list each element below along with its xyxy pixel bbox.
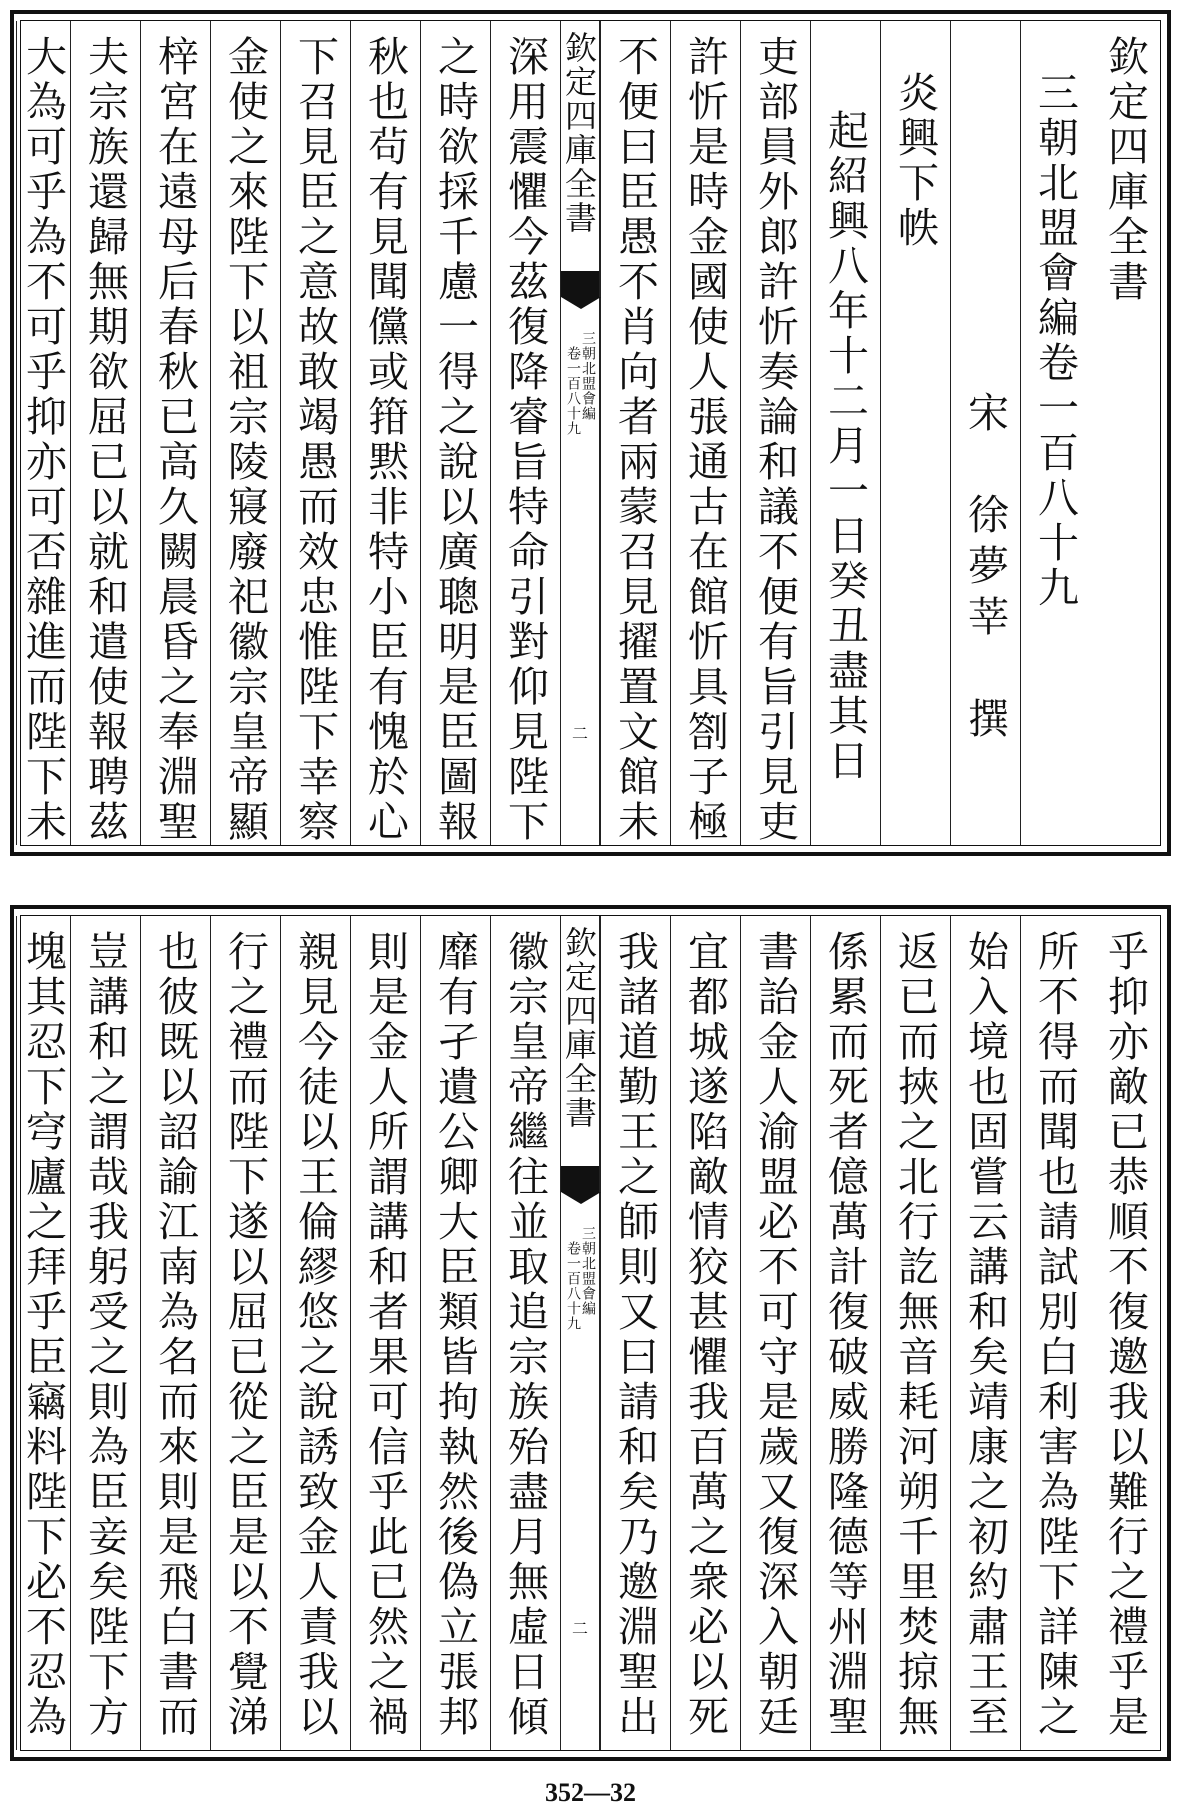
text-column: 深用震懼今茲復降睿旨特命引對仰見陛下	[501, 35, 549, 845]
top-book-title-column	[1020, 21, 1090, 845]
gutter-library-title: 欽定四庫全書	[560, 926, 598, 1130]
text-column: 宜都城遂陷敵情狡甚懼我百萬之衆必以死	[681, 930, 729, 1740]
gutter-book-title: 三朝北盟會編	[580, 331, 596, 421]
bottom-text-column	[70, 916, 140, 1750]
bottom-page-panel	[10, 905, 1171, 1761]
top-text-column	[490, 21, 560, 845]
gutter-page-number: 二	[571, 724, 588, 743]
top-text-column	[16, 21, 70, 845]
top-author-column	[950, 21, 1020, 845]
top-text-column	[420, 21, 490, 845]
text-column: 夫宗族還歸無期欲屈已以就和遣使報聘茲	[81, 35, 129, 845]
gutter-volume: 卷一百八十九	[565, 1241, 581, 1331]
top-text-column	[140, 21, 210, 845]
text-column: 之時欲採千慮一得之說以廣聰明是臣圖報	[431, 35, 479, 845]
top-header-column	[1090, 21, 1160, 845]
bottom-text-column	[810, 916, 880, 1750]
top-text-column	[600, 21, 670, 845]
text-column: 不便曰臣愚不肖向者兩蒙召見擢置文館未	[611, 35, 659, 845]
text-column: 吏部員外郎許忻奏論和議不便有旨引見吏	[751, 35, 799, 845]
top-author: 宋 徐夢莘 撰	[961, 391, 1009, 748]
text-column: 靡有孑遺公卿大臣類皆拘執然後偽立張邦	[431, 930, 479, 1740]
gutter-library-title: 欽定四庫全書	[560, 31, 598, 235]
gutter-page-number: 二	[571, 1619, 588, 1638]
top-gutter	[560, 21, 600, 845]
top-text-column	[210, 21, 280, 845]
text-column: 塊其忍下穹廬之拜乎臣竊料陛下必不忍為	[19, 930, 67, 1740]
text-column: 行之禮而陛下遂以屈已從之臣是以不覺涕	[221, 930, 269, 1740]
bottom-text-column	[740, 916, 810, 1750]
text-column: 係累而死者億萬計復破威勝隆德等州淵聖	[821, 930, 869, 1740]
bottom-text-column	[1090, 916, 1160, 1750]
top-text-column	[350, 21, 420, 845]
bottom-text-column	[420, 916, 490, 1750]
text-column: 徽宗皇帝繼往並取追宗族殆盡月無虛日傾	[501, 930, 549, 1740]
bottom-text-column	[490, 916, 560, 1750]
top-chapter-column	[880, 21, 950, 845]
fish-tail-mark	[561, 1166, 599, 1192]
text-column: 則是金人所謂講和者果可信乎此已然之禍	[361, 930, 409, 1740]
top-page-frame	[20, 20, 1161, 846]
bottom-text-column	[140, 916, 210, 1750]
bottom-gutter	[560, 916, 600, 1750]
top-chapter: 炎興下帙	[891, 71, 939, 251]
bottom-text-column	[950, 916, 1020, 1750]
top-library-header: 欽定四庫全書	[1101, 35, 1149, 305]
top-book-title: 三朝北盟會編卷一百八十九	[1031, 71, 1079, 611]
fish-tail-mark	[561, 271, 599, 297]
text-column: 乎抑亦敵已恭順不復邀我以難行之禮乎是	[1101, 930, 1149, 1740]
bottom-page-frame	[20, 915, 1161, 1751]
top-text-column	[670, 21, 740, 845]
text-column: 大為可乎為不可乎抑亦可否雜進而陛下未	[19, 35, 67, 845]
bottom-text-column	[670, 916, 740, 1750]
top-text-column	[280, 21, 350, 845]
text-column: 下召見臣之意故敢竭愚而效忠惟陛下幸察	[291, 35, 339, 845]
text-column: 親見今徒以王倫繆悠之說誘致金人責我以	[291, 930, 339, 1740]
text-column: 也彼既以詔諭江南為名而來則是飛白書而	[151, 930, 199, 1740]
text-column: 梓宮在遠母后春秋已高久闕晨昏之奉淵聖	[151, 35, 199, 845]
page-footer-number: 352—32	[545, 1778, 636, 1807]
text-column: 秋也茍有見聞儻或箝黙非特小臣有愧於心	[361, 35, 409, 845]
top-date-column	[810, 21, 880, 845]
gutter-book-title: 三朝北盟會編	[580, 1226, 596, 1316]
bottom-text-column	[1020, 916, 1090, 1750]
top-text-column	[740, 21, 810, 845]
top-date-line: 起紹興八年十二月一日癸丑盡其日	[821, 109, 869, 784]
bottom-text-column	[880, 916, 950, 1750]
bottom-text-column	[350, 916, 420, 1750]
text-column: 豈講和之謂哉我躬受之則為臣妾矣陛下方	[81, 930, 129, 1740]
gutter-volume: 卷一百八十九	[565, 346, 581, 436]
top-text-column	[70, 21, 140, 845]
text-column: 我諸道勤王之師則又曰請和矣乃邀淵聖出	[611, 930, 659, 1740]
text-column: 始入境也固嘗云講和矣靖康之初約肅王至	[961, 930, 1009, 1740]
text-column: 返已而挾之北行訖無音耗河朔千里焚掠無	[891, 930, 939, 1740]
bottom-text-column	[210, 916, 280, 1750]
text-column: 所不得而聞也請試別白利害為陛下詳陳之	[1031, 930, 1079, 1740]
text-column: 許忻是時金國使人張通古在館忻具劄子極	[681, 35, 729, 845]
bottom-text-column	[16, 916, 70, 1750]
bottom-text-column	[600, 916, 670, 1750]
text-column: 金使之來陛下以祖宗陵寢廢祀徽宗皇帝顯	[221, 35, 269, 845]
bottom-text-column	[280, 916, 350, 1750]
text-column: 書詒金人渝盟必不可守是歲又復深入朝廷	[751, 930, 799, 1740]
top-page-panel	[10, 10, 1171, 856]
